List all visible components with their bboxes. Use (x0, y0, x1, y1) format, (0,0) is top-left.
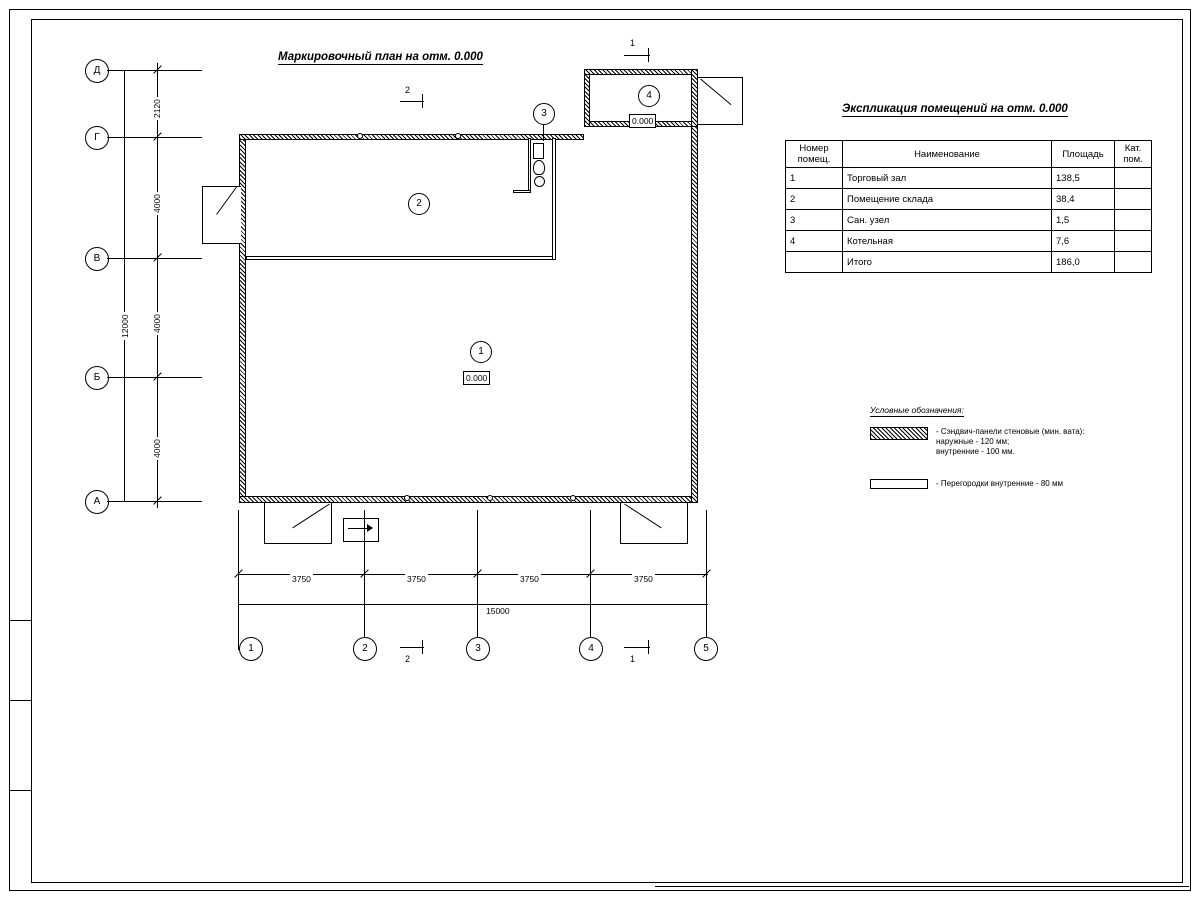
window-mark (570, 495, 576, 501)
section-line (624, 647, 650, 648)
section-arrow (648, 48, 649, 62)
room-level-1: 0.000 (463, 371, 490, 385)
exterior-wall-boiler-left (584, 69, 590, 127)
cell-name-total: Итого (843, 252, 1052, 273)
section-mark-2-bottom: 2 (405, 654, 411, 664)
partition-storage-right (552, 138, 556, 260)
cell-category (1115, 231, 1152, 252)
dim-vertical-4000-3: 4000 (152, 439, 162, 458)
table-row (786, 189, 1152, 210)
line-swatch-icon (870, 479, 928, 489)
cell-area: 138,5 (1052, 168, 1115, 189)
room-schedule-table (785, 140, 1152, 273)
cell-number-total (786, 252, 843, 273)
legend-partition-line1: - Перегородки внутренние - 80 мм (936, 479, 1063, 488)
section-arrow (422, 94, 423, 108)
toilet-fixture (533, 160, 545, 175)
legend (870, 405, 1085, 489)
cell-area-total: 186,0 (1052, 252, 1115, 273)
dim-vertical-4000-2: 4000 (152, 314, 162, 333)
section-mark-1-bottom: 1 (630, 654, 636, 664)
exterior-wall-boiler-right (691, 69, 698, 127)
table-title: Экспликация помещений на отм. 0.000 (842, 103, 1068, 115)
header-number (786, 141, 843, 168)
cell-area: 1,5 (1052, 210, 1115, 231)
legend-sandwich-line3: внутренние - 100 мм. (936, 447, 1015, 456)
table-header-row (786, 141, 1152, 168)
exterior-wall-bottom (239, 496, 698, 503)
dim-vertical-total: 12000 (120, 314, 130, 338)
dim-chain-horizontal-total (238, 604, 708, 605)
header-name: Наименование (843, 141, 1052, 168)
axis-bubble-d: Д (85, 59, 109, 83)
dim-vertical-4000-1: 4000 (152, 194, 162, 213)
cell-number: 2 (786, 189, 843, 210)
cell-number: 4 (786, 231, 843, 252)
room-marker-2: 2 (408, 193, 430, 215)
room-marker-3: 3 (533, 103, 555, 125)
cell-number: 3 (786, 210, 843, 231)
dim-horizontal-4: 3750 (634, 574, 653, 584)
section-line (400, 101, 424, 102)
leader-line-room-3 (543, 125, 544, 141)
plan-title: Маркировочный план на отм. 0.000 (278, 51, 483, 63)
exterior-wall-boiler-top (584, 69, 698, 75)
legend-sandwich-line1: - Сэндвич-панели стеновые (мин. вата): (936, 427, 1085, 436)
section-arrow (648, 640, 649, 654)
sink-fixture (533, 143, 544, 159)
room-marker-4: 4 (638, 85, 660, 107)
axis-line-5 (706, 510, 707, 650)
partition-wc-bottom (513, 190, 531, 193)
entrance-arrow-box (343, 518, 379, 542)
cell-area: 38,4 (1052, 189, 1115, 210)
cell-category (1115, 210, 1152, 231)
axis-line-4 (590, 510, 591, 650)
room-marker-1: 1 (470, 341, 492, 363)
legend-title: Условные обозначения: (870, 405, 964, 415)
axis-bubble-4: 4 (579, 637, 603, 661)
section-line (400, 647, 424, 648)
header-category-line1: Кат. (1124, 143, 1142, 154)
axis-bubble-g: Г (85, 126, 109, 150)
cell-category-total (1115, 252, 1152, 273)
legend-item-sandwich (870, 427, 1085, 457)
header-number-line1: Номер (799, 143, 829, 154)
axis-bubble-v: В (85, 247, 109, 271)
exterior-wall-right (691, 121, 698, 503)
legend-sandwich-line2: наружные - 120 мм; (936, 437, 1010, 446)
window-mark (455, 133, 461, 139)
partition-wc-left (528, 138, 531, 193)
exterior-wall-top-left (239, 134, 584, 140)
door-opening-boiler (698, 77, 743, 125)
basin-fixture (534, 176, 545, 187)
axis-bubble-a: А (85, 490, 109, 514)
axis-bubble-5: 5 (694, 637, 718, 661)
table-row (786, 231, 1152, 252)
cell-area: 7,6 (1052, 231, 1115, 252)
legend-item-partition (870, 479, 1085, 489)
window-mark (404, 495, 410, 501)
axis-bubble-1: 1 (239, 637, 263, 661)
window-mark (357, 133, 363, 139)
axis-bubble-b: Б (85, 366, 109, 390)
cell-name: Торговый зал (843, 168, 1052, 189)
cell-number: 1 (786, 168, 843, 189)
dim-horizontal-2: 3750 (407, 574, 426, 584)
dim-chain-total-vertical (124, 70, 125, 501)
section-mark-2-top: 2 (405, 85, 411, 95)
window-mark (487, 495, 493, 501)
cell-name: Сан. узел (843, 210, 1052, 231)
door-opening-left (202, 186, 241, 244)
table-row (786, 168, 1152, 189)
header-category-line2: пом. (1123, 154, 1143, 165)
section-mark-1-top: 1 (630, 38, 636, 48)
header-category (1115, 141, 1152, 168)
axis-bubble-3: 3 (466, 637, 490, 661)
cell-category (1115, 189, 1152, 210)
room-level-4: 0.000 (629, 114, 656, 128)
entrance-arrow-head (367, 524, 373, 532)
dim-vertical-2120: 2120 (152, 99, 162, 118)
hatch-swatch-icon (870, 427, 928, 440)
partition-storage-bottom (246, 256, 556, 260)
table-total-row (786, 252, 1152, 273)
cell-name: Котельная (843, 231, 1052, 252)
dim-horizontal-1: 3750 (292, 574, 311, 584)
axis-line-3 (477, 510, 478, 650)
cell-name: Помещение склада (843, 189, 1052, 210)
header-number-line2: помещ. (797, 154, 831, 165)
table-row (786, 210, 1152, 231)
dim-horizontal-3: 3750 (520, 574, 539, 584)
section-line (624, 55, 650, 56)
axis-line-1 (238, 510, 239, 650)
cell-category (1115, 168, 1152, 189)
header-area: Площадь (1052, 141, 1115, 168)
dim-horizontal-total: 15000 (486, 606, 510, 616)
axis-bubble-2: 2 (353, 637, 377, 661)
axis-line-2 (364, 510, 365, 650)
section-arrow (422, 640, 423, 654)
